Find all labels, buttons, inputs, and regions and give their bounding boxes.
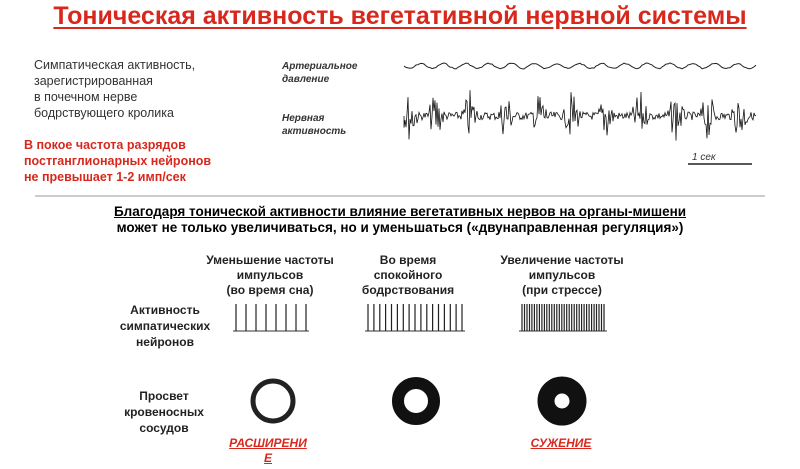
bidirectional-line: может не только увеличиваться, но и уменьшаться («двунаправленная регуляция») bbox=[116, 220, 684, 235]
row-label-line: нейронов bbox=[136, 335, 194, 349]
effect-dilation-label: РАСШИРЕНИЕ bbox=[229, 436, 307, 465]
column-header-line: импульсов bbox=[236, 268, 304, 282]
column-header-line: Во время bbox=[379, 253, 437, 267]
nerve-activity-label-line: активность bbox=[282, 126, 347, 137]
column-header-line: спокойного bbox=[373, 268, 443, 282]
blood-pressure-trace bbox=[404, 63, 756, 69]
vessel-normal bbox=[398, 383, 434, 419]
row-label-line: Просвет bbox=[139, 389, 189, 403]
vessel-dilated bbox=[253, 381, 293, 421]
column-header-line: (при стрессе) bbox=[522, 283, 602, 297]
blood-pressure-label-line: давление bbox=[282, 74, 330, 85]
nerve-activity-label-line: Нервная bbox=[282, 113, 325, 124]
recording-description-line: в почечном нерве bbox=[34, 90, 138, 104]
row-label-line: Активность bbox=[130, 303, 200, 317]
rest-note-line: постганглионарных нейронов bbox=[24, 154, 212, 168]
column-header-line: Увеличение частоты bbox=[500, 253, 624, 267]
column-stress-header bbox=[482, 253, 642, 298]
recording-description-line: Симпатическая активность, bbox=[34, 58, 196, 72]
column-sleep-header bbox=[190, 253, 350, 298]
blood-pressure-label-line: Артериальное bbox=[282, 61, 358, 72]
vessel-constricted bbox=[546, 385, 578, 417]
nerve-activity-trace bbox=[404, 90, 756, 140]
spike-train-stress bbox=[519, 304, 607, 331]
effect-constriction-label: СУЖЕНИЕ bbox=[530, 436, 592, 450]
rest-note-line: не превышает 1-2 имп/сек bbox=[24, 170, 186, 184]
recording-description-line: бодрствующего кролика bbox=[34, 106, 174, 120]
bidirectional-regulation-note bbox=[40, 204, 760, 236]
column-header-line: (во время сна) bbox=[226, 283, 314, 297]
column-rest-header bbox=[328, 253, 488, 298]
page-title: Тоническая активность вегетативной нервной системы bbox=[53, 2, 747, 30]
bidirectional-line: Благодаря тонической активности влияние вегетативных нервов на органы-мишени bbox=[113, 204, 687, 219]
recording-description-line: зарегистрированная bbox=[34, 74, 153, 88]
spike-train-rest bbox=[365, 304, 465, 331]
rest-note-line: В покое частота разрядов bbox=[24, 138, 186, 152]
row-label-line: сосудов bbox=[139, 421, 189, 435]
row-label-neuron-activity bbox=[100, 302, 230, 350]
column-header-line: бодрствования bbox=[361, 283, 455, 297]
time-scale-label: 1 сек bbox=[692, 152, 716, 163]
column-header-line: импульсов bbox=[528, 268, 596, 282]
row-label-line: симпатических bbox=[119, 319, 211, 333]
spike-train-sleep bbox=[233, 304, 309, 331]
column-header-line: Уменьшение частоты bbox=[206, 253, 334, 267]
row-label-line: кровеносных bbox=[124, 405, 204, 419]
row-label-vessel-lumen bbox=[104, 388, 224, 436]
